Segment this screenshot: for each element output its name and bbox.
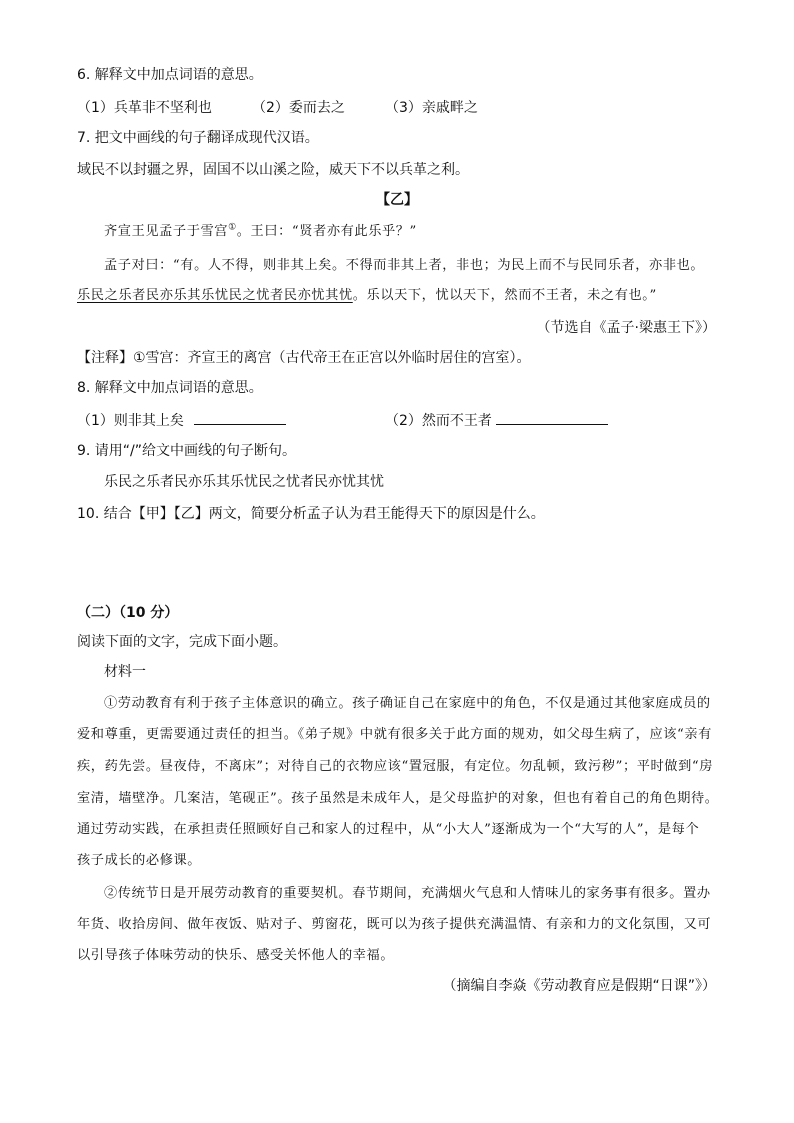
passage-b-annotation: 【注释】①雪宫：齐宣王的离宫（古代帝王在正宫以外临时居住的宫室）。	[77, 350, 531, 366]
q6-item-1: （1）兵革非不坚利也	[77, 100, 212, 116]
answer-blank-2[interactable]	[496, 410, 608, 425]
passage-b-line-1-text: 齐宣王见孟子于雪宫	[104, 224, 229, 239]
q10-prompt: 10. 结合【甲】【乙】两文，简要分析孟子认为君王能得天下的原因是什么。	[77, 506, 545, 522]
passage-b-title: 【乙】	[376, 192, 418, 208]
underlined-sentence: 乐民之乐者民亦乐其乐忧民之忧者民亦忧其忧	[77, 288, 353, 303]
section2-heading: （二）（10 分）	[77, 605, 179, 621]
section2-instruction: 阅读下面的文字，完成下面小题。	[77, 634, 287, 650]
q8-item-2-text: （2）然而不王者	[385, 413, 492, 429]
q8-item-1-text: （1）则非其上矣	[77, 413, 184, 429]
q8-item-1	[77, 410, 286, 431]
answer-blank-1[interactable]	[194, 410, 286, 425]
material-p1-line-4: 室清，墙壁净。几案洁，笔砚正”。孩子虽然是未成年人，是父母监护的对象，但也有着自己的角色期待。	[77, 791, 719, 806]
passage-b-line-3	[77, 286, 657, 306]
material-p1-line-1: ①劳动教育有利于孩子主体意识的确立。孩子确证自己在家庭中的角色，不仅是通过其他家庭成员的	[104, 696, 711, 711]
note-mark: ①	[228, 222, 237, 233]
material-p2-line-1: ②传统节日是开展劳动教育的重要契机。春节期间，充满烟火气息和人情味儿的家务事有很多。置办	[104, 886, 711, 901]
material-label: 材料一	[104, 664, 146, 680]
q7-prompt: 7. 把文中画线的句子翻译成现代汉语。	[77, 130, 319, 146]
q9-prompt: 9. 请用“/”给文中画线的句子断句。	[77, 443, 297, 459]
material-p2-line-2: 年货、收拾房间、做年夜饭、贴对子、剪窗花，既可以为孩子提供充满温情、有亲和力的文化氛围，又可	[77, 917, 712, 932]
q6-item-2: （2）委而去之	[252, 100, 345, 116]
q6-item-3: （3）亲戚畔之	[385, 100, 478, 116]
passage-b-line-1-rest: 。王曰：“贤者亦有此乐乎？”	[236, 224, 417, 239]
material-source: （摘编自李焱《劳动教育应是假期“日课”》）	[442, 978, 716, 994]
q7-sentence: 域民不以封疆之界，固国不以山溪之险，威天下不以兵革之利。	[77, 162, 469, 178]
material-p1-line-6: 孩子成长的必修课。	[77, 853, 202, 868]
q9-sentence: 乐民之乐者民亦乐其乐忧民之忧者民亦忧其忧	[104, 474, 384, 490]
material-p1-line-3: 疾，药先尝。昼夜侍，不离床”；对待自己的衣物应该“置冠服，有定位。勿乱顿，致污秽”；平时做到“房	[77, 759, 714, 774]
passage-b-source: （节选自《孟子·梁惠王下》）	[536, 320, 716, 336]
q6-prompt: 6. 解释文中加点词语的意思。	[77, 67, 263, 83]
q8-prompt: 8. 解释文中加点词语的意思。	[77, 380, 263, 396]
material-p2-line-3: 以引导孩子体味劳动的快乐、感受关怀他人的幸福。	[77, 948, 395, 963]
material-p1-line-2: 爱和尊重，更需要通过责任的担当。《弟子规》中就有很多关于此方面的规劝，如父母生病了，应该“亲有	[77, 727, 712, 742]
q8-item-2	[385, 410, 608, 431]
passage-b-line-1	[104, 222, 417, 242]
passage-b-line-2: 孟子对曰：“有。人不得，则非其上矣。不得而非其上者，非也；为民上而不与民同乐者，亦非也。	[104, 258, 705, 273]
material-p1-line-5: 通过劳动实践，在承担责任照顾好自己和家人的过程中，从“小大人”逐渐成为一个“大写的人”，是每个	[77, 822, 700, 837]
passage-b-line-3-rest: 。乐以天下，忧以天下，然而不王者，未之有也。”	[352, 288, 657, 303]
